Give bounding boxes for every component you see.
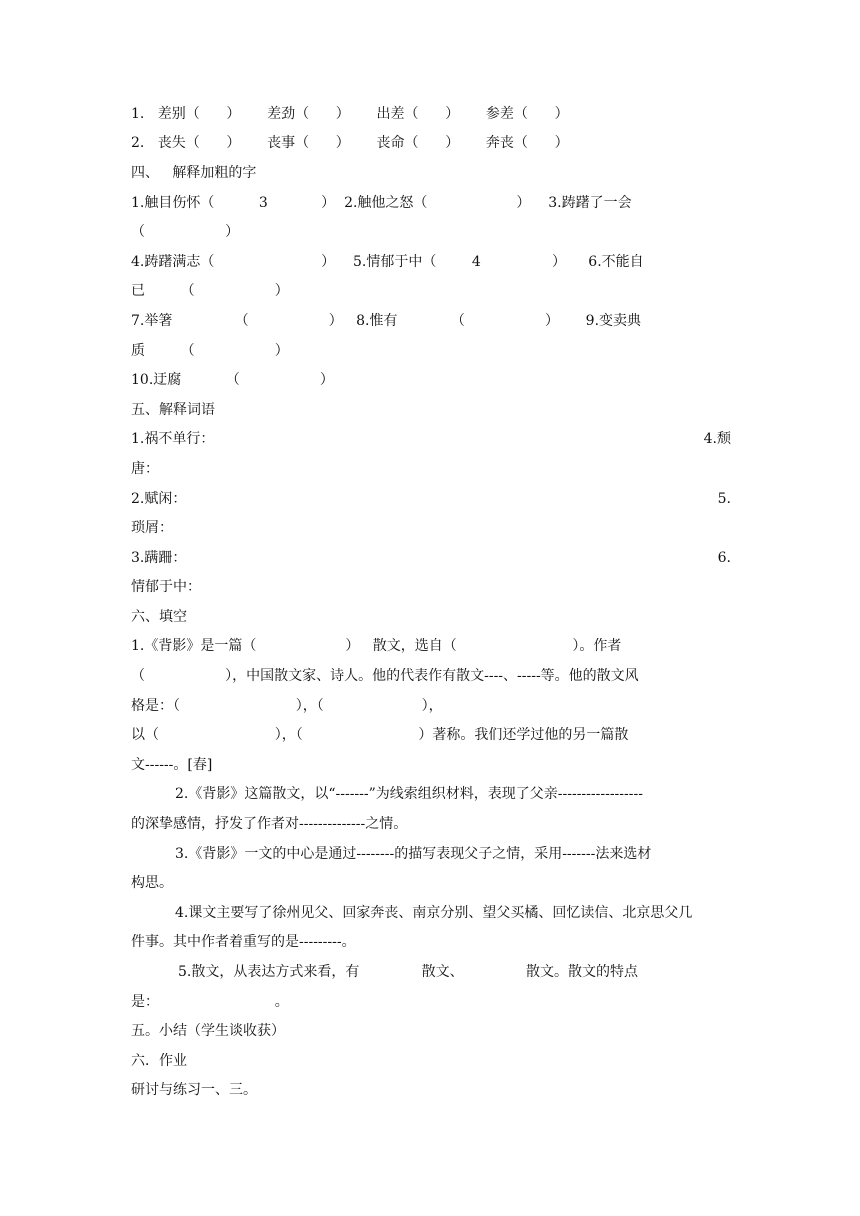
- vocab-line-1-cont: 唐：: [131, 461, 159, 477]
- homework-heading: 六．作业: [131, 1053, 187, 1069]
- vocab-line-2-cont: 琐屑：: [131, 520, 173, 536]
- explain-line-3-cont: 质 （ ）: [131, 343, 289, 359]
- vocab-line-3: [131, 549, 731, 567]
- explain-line-1-cont: （ ）: [131, 224, 240, 240]
- explain-line-1: 1.触目伤怀（ 3 ） 2.触他之怒（ ） 3.踌躇了一会: [131, 195, 632, 211]
- fill-q4-line-1: 4.课文主要写了徐州见父、回家奔丧、南京分别、望父买橘、回忆读信、北京思父几: [175, 905, 693, 921]
- section-heading-five: 五、解释词语: [131, 402, 215, 418]
- vocab-term-4: 4.颓: [703, 431, 731, 447]
- summary-heading: 五。小结（学生谈收获）: [131, 1023, 285, 1039]
- homework-text: 研讨与练习一、三。: [131, 1082, 257, 1098]
- vocab-term-6: 6.: [717, 550, 731, 566]
- fill-line-4: 以（ ），（ ）著称。我们还学过他的另一篇散: [131, 727, 629, 743]
- fill-q2-line-2: 的深挚感情，抒发了作者对--------------之情。: [131, 816, 408, 832]
- explain-line-2-cont: 已 （ ）: [131, 283, 289, 299]
- explain-line-3: 7.举箸 （ ） 8.惟有 （ ） 9.变卖典: [131, 313, 642, 329]
- vocab-term-3: 3.蹒跚：: [131, 550, 187, 566]
- explain-line-2: 4.踌躇满志（ ） 5.情郁于中（ 4 ） 6.不能自: [131, 254, 644, 270]
- vocab-term-1: 1.祸不单行：: [131, 431, 215, 447]
- fill-line-2: （ ），中国散文家、诗人。他的代表作有散文----、-----等。他的散文风: [131, 668, 639, 684]
- vocab-line-1: [131, 430, 731, 448]
- explain-line-4: 10.迂腐 （ ）: [131, 372, 334, 388]
- section-heading-six: 六、填空: [131, 609, 187, 625]
- vocab-term-5: 5.: [717, 491, 731, 507]
- vocab-line-2: [131, 490, 731, 508]
- fill-q3-line-2: 构思。: [131, 875, 173, 891]
- fill-q2-line-1: 2.《背影》这篇散文，以“-------”为线索组织材料，表现了父亲------------------: [175, 786, 643, 802]
- fill-q5-line-1: 5.散文，从表达方式来看，有 散文、 散文。散文的特点: [178, 964, 638, 980]
- fill-line-1: 1.《背影》是一篇（ ） 散文，选自（ ）。作者: [131, 638, 622, 654]
- exercise-line-2: 2. 丧失（ ） 丧事（ ） 丧命（ ） 奔丧（ ）: [131, 135, 569, 151]
- vocab-line-3-cont: 情郁于中：: [131, 579, 201, 595]
- exercise-line-1: 1. 差别（ ） 差劲（ ） 出差（ ） 参差（ ）: [131, 106, 569, 122]
- vocab-term-2: 2.赋闲：: [131, 491, 187, 507]
- fill-line-5: 文------。[春]: [131, 757, 213, 773]
- fill-q3-line-1: 3.《背影》一文的中心是通过--------的描写表现父子之情，采用-------法来选材: [175, 846, 652, 862]
- section-heading-four: 四、 解释加粗的字: [131, 165, 257, 181]
- fill-line-3: 格是：（ ），（ ），: [131, 698, 443, 714]
- fill-q5-line-2: 是： 。: [131, 994, 289, 1010]
- fill-q4-line-2: 件事。其中作者着重写的是---------。: [131, 934, 356, 950]
